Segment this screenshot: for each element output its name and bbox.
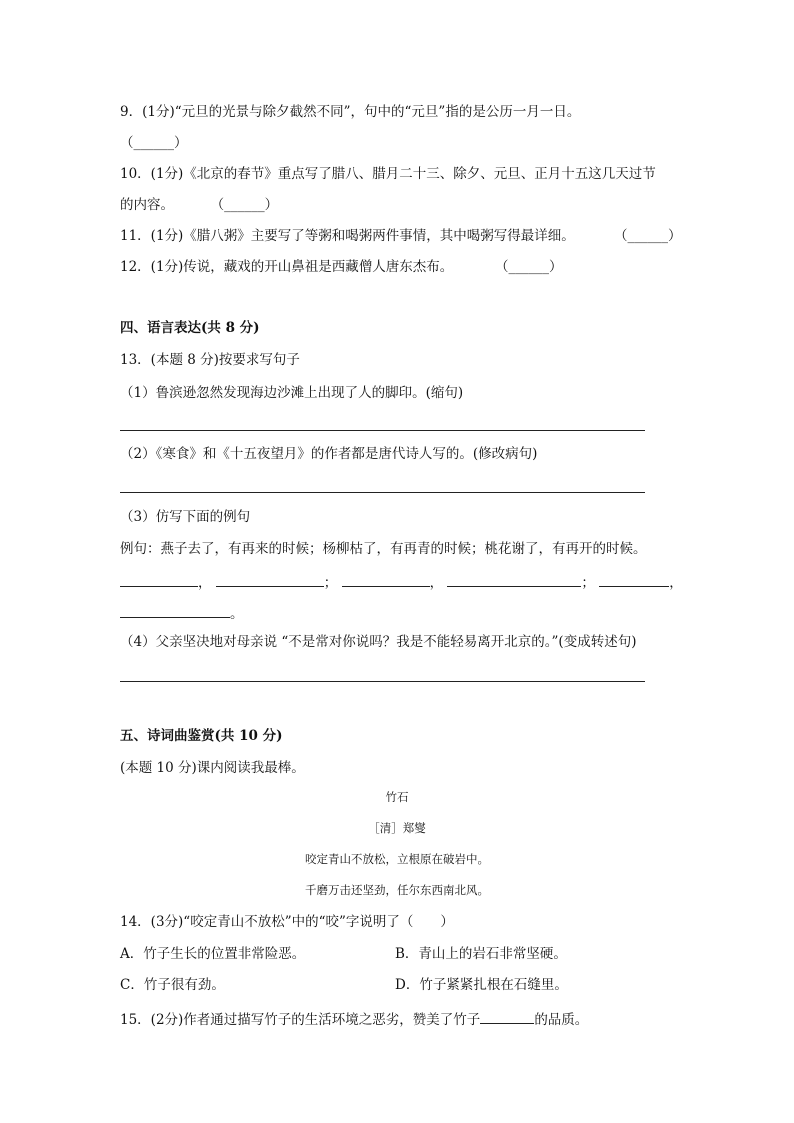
option-d[interactable]: D．竹子紧紧扎根在石缝里。 [395,977,568,993]
question-15: 15．(2分)作者通过描写竹子的生活环境之恶劣，赞美了竹子 的品质。 [120,1012,589,1028]
answer-line-3[interactable] [120,681,645,682]
question-10-line-2: 的内容。 （______） [120,197,279,213]
imitation-blank-5[interactable] [599,574,669,587]
question-13-sub-3: （3）仿写下面的例句 [120,509,251,525]
imitation-blanks-row: ， ； ， ； ， [120,574,683,591]
option-a[interactable]: A．竹子生长的位置非常险恶。 [120,946,306,962]
question-11: 11．(1分)《腊八粥》主要写了等粥和喝粥两件事情，其中喝粥写得最详细。 [120,228,575,244]
section-5-intro: (本题 10 分)课内阅读我最棒。 [120,760,305,776]
poem-title: 竹石 [385,790,409,804]
question-10-line-1: 10．(1分)《北京的春节》重点写了腊八、腊月二十三、除夕、元旦、正月十五这几天过节 [120,166,656,182]
question-13-stem: 13．(本题 8 分)按要求写句子 [120,352,300,368]
option-c[interactable]: C．竹子很有劲。 [120,977,225,993]
poem-line-2: 千磨万击还坚劲，任尔东西南北风。 [305,883,489,897]
question-9-answer-paren: （______） [120,135,188,151]
imitation-blank-6[interactable] [120,605,230,618]
question-13-sub-2: （2）《寒食》和《十五夜望月》的作者都是唐代诗人写的。(修改病句) [120,446,538,462]
imitation-blank-1[interactable] [120,574,198,587]
question-14-stem: 14．(3分)“咬定青山不放松”中的“咬”字说明了（ ） [120,914,454,930]
question-9-text: 9．(1分)“元旦的光景与除夕截然不同”，句中的“元旦”指的是公历一月一日。 [120,104,581,120]
question-12-answer-paren: （______） [495,259,563,275]
answer-line-1[interactable] [120,430,645,431]
section-4-title: 四、语言表达(共 8 分) [120,320,260,336]
imitation-blank-4[interactable] [447,574,581,587]
question-9 [120,106,580,120]
question-13-sub-1: （1）鲁滨逊忽然发现海边沙滩上出现了人的脚印。(缩句) [120,385,464,401]
poem-line-1: 咬定青山不放松，立根原在破岩中。 [305,852,489,866]
answer-line-2[interactable] [120,492,645,493]
option-b[interactable]: B．青山上的岩石非常坚硬。 [395,946,567,962]
question-11-answer-paren: （______） [614,228,682,244]
question-15-blank[interactable] [480,1011,534,1024]
question-10-answer-paren: （______） [210,197,279,213]
imitation-blank-3[interactable] [342,574,430,587]
imitation-blanks-row-2: 。 [120,605,244,622]
question-12: 12．(1分)传说，藏戏的开山鼻祖是西藏僧人唐东杰布。 [120,259,454,275]
section-5-title: 五、诗词曲鉴赏(共 10 分) [120,728,283,744]
poem-author: ［清］郑燮 [368,821,426,835]
example-sentence: 例句：燕子去了，有再来的时候；杨柳枯了，有再青的时候；桃花谢了，有再开的时候。 [120,541,647,557]
imitation-blank-2[interactable] [216,574,324,587]
question-13-sub-4: （4）父亲坚决地对母亲说 “不是常对你说吗？我是不能轻易离开北京的。”(变成转述句) [120,634,637,650]
